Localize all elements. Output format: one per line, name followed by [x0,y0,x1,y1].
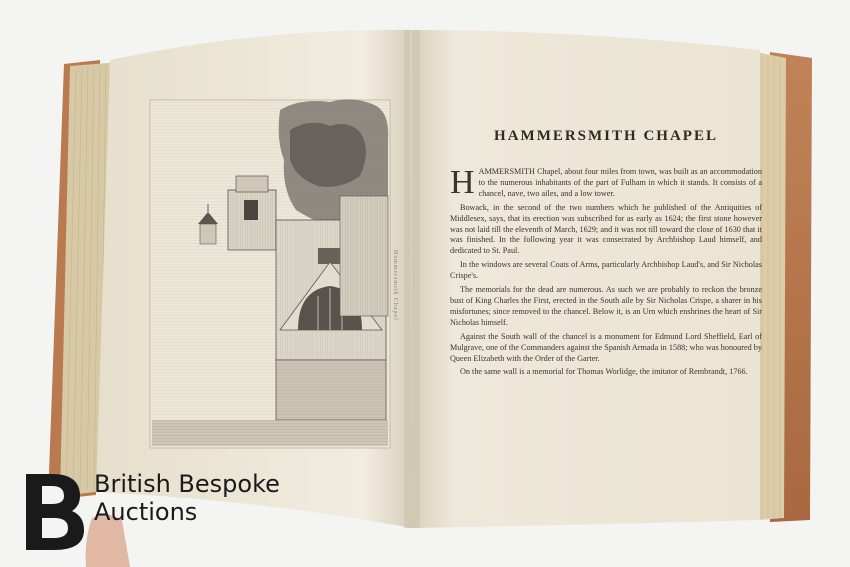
paragraph-3: In the windows are several Coats of Arms, particularly Archbishop Laud's, and Sir Nicholas Crispe's. [450,260,762,281]
brand-name-line-2: Auctions [94,498,198,526]
paragraph-2: Bowack, in the second of the two numbers which he published of the Antiquities of Middlesex, says, that its erection was subscribed for as early as 1624; the first stone however was not laid till the eleventh of March, 1629; and it was not till toward the close of 1630 that it was finished. In the following year it was consecrated by Archbishop Laud himself, and dedicated to St. Paul. [450,202,762,256]
paragraph-1-text: AMMERSMITH Chapel, about four miles from town, was built as an accommodation to the numerous inhabitants of the part of Fulham in which it stands. It consists of a chancel, nave, two ailes, and a low tower. [478,167,762,198]
paragraph-4: The memorials for the dead are numerous. As such we are probably to reckon the bronze bust of King Charles the First, erected in the South aile by Sir Nicholas Crispe, a sharer in his misfortunes; since removed to the chancel. Below it, is an Urn which enshrines the heart of Sir Nicholas himself. [450,285,762,327]
engraving-plate [150,99,390,448]
paragraph-6: On the same wall is a memorial for Thomas Worlidge, the imitator of Rembrandt, 1766. [460,367,748,377]
gutter-shadow [404,30,420,528]
page-title: HAMMERSMITH CHAPEL [494,128,718,144]
paragraph-5: Against the South wall of the chancel is a monument for Edmund Lord Sheffield, Earl of Mulgrave, one of the Commanders against the Spanish Armada in 1588; who was honoured by Queen Elizabeth with the Order of the Garter. [450,331,762,363]
brand-name-line-1: British Bespoke [94,470,280,498]
plate-caption: Hammersmith Chapel [392,250,398,321]
paragraph-1 [450,164,762,201]
watermark [22,470,282,550]
drop-cap: H [450,164,475,201]
book-page-text [450,128,762,381]
